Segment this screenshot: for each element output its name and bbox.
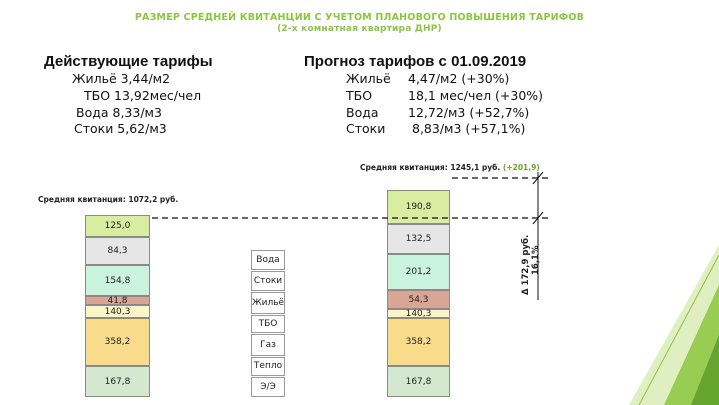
legend <box>251 250 285 397</box>
bar-segment-tbo: 54,3 <box>387 290 450 309</box>
legend-item-voda: Вода <box>251 250 285 270</box>
legend-item-stoki: Стоки <box>251 271 285 291</box>
current-tariff-row: Стоки 5,62/м3 <box>74 121 167 136</box>
forecast-value: 18,1 мес/чел (+30%) <box>408 88 544 103</box>
current-tariff-row: ТБО 13,92мес/чел <box>84 88 202 103</box>
bar-segment-teplo: 358,2 <box>387 318 450 366</box>
forecast-value: 12,72/м3 (+52,7%) <box>408 105 530 120</box>
forecast-label: Стоки <box>346 121 386 136</box>
legend-item-gaz: Газ <box>251 334 285 356</box>
forecast-value: 4,47/м2 (+30%) <box>408 71 510 86</box>
legend-item-zhile: Жильё <box>251 292 285 314</box>
forecast-label: Вода <box>346 105 379 120</box>
bar-segment-voda: 154,8 <box>85 265 150 296</box>
bar-segment-zhile: 190,8 <box>387 190 450 224</box>
bar-segment-zhile: 125,0 <box>85 215 150 237</box>
bar-segment-tbo: 41,8 <box>85 296 150 305</box>
bar-segment-gaz: 140,3 <box>85 305 150 318</box>
current-tariff-row: Вода 8,33/м3 <box>76 105 162 120</box>
forecast-total-delta: (+201,9) <box>502 163 540 172</box>
forecast-label: Жильё <box>346 71 391 86</box>
bar-segment-voda: 201,2 <box>387 254 450 290</box>
legend-item-ee: Э/Э <box>251 377 285 397</box>
bar-segment-stoki: 84,3 <box>85 237 150 265</box>
legend-item-tbo: ТБО <box>251 315 285 333</box>
delta-amount: Δ 172,9 руб. <box>521 234 531 295</box>
current-tariffs-heading: Действующие тарифы <box>44 53 213 70</box>
forecast-value: 8,83/м3 (+57,1%) <box>412 121 526 136</box>
delta-label <box>521 234 561 303</box>
forecast-tariffs-heading: Прогноз тарифов с 01.09.2019 <box>304 53 527 70</box>
bar-segment-teplo: 358,2 <box>85 318 150 366</box>
legend-item-teplo: Тепло <box>251 357 285 376</box>
forecast-total-text: Средняя квитанция: 1245,1 руб. <box>360 163 501 172</box>
forecast-label: ТБО <box>346 88 373 103</box>
current-tariff-row: Жильё 3,44/м2 <box>72 71 171 86</box>
delta-percent: 16,1% <box>531 245 541 275</box>
current-total-note: Средняя квитанция: 1072,2 руб. <box>38 195 179 204</box>
page-title: РАЗМЕР СРЕДНЕЙ КВИТАНЦИИ С УЧЕТОМ ПЛАНОВОГО ПОВЫШЕНИЯ ТАРИФОВ <box>134 12 585 23</box>
bar-segment-stoki: 132,5 <box>387 224 450 254</box>
bar-segment-gaz: 140,3 <box>387 309 450 318</box>
corner-decoration <box>569 245 719 405</box>
bar-segment-ee: 167,8 <box>85 366 150 397</box>
bar-segment-ee: 167,8 <box>387 366 450 397</box>
page-subtitle: (2-х комнатная квартира ДНР) <box>277 24 442 34</box>
